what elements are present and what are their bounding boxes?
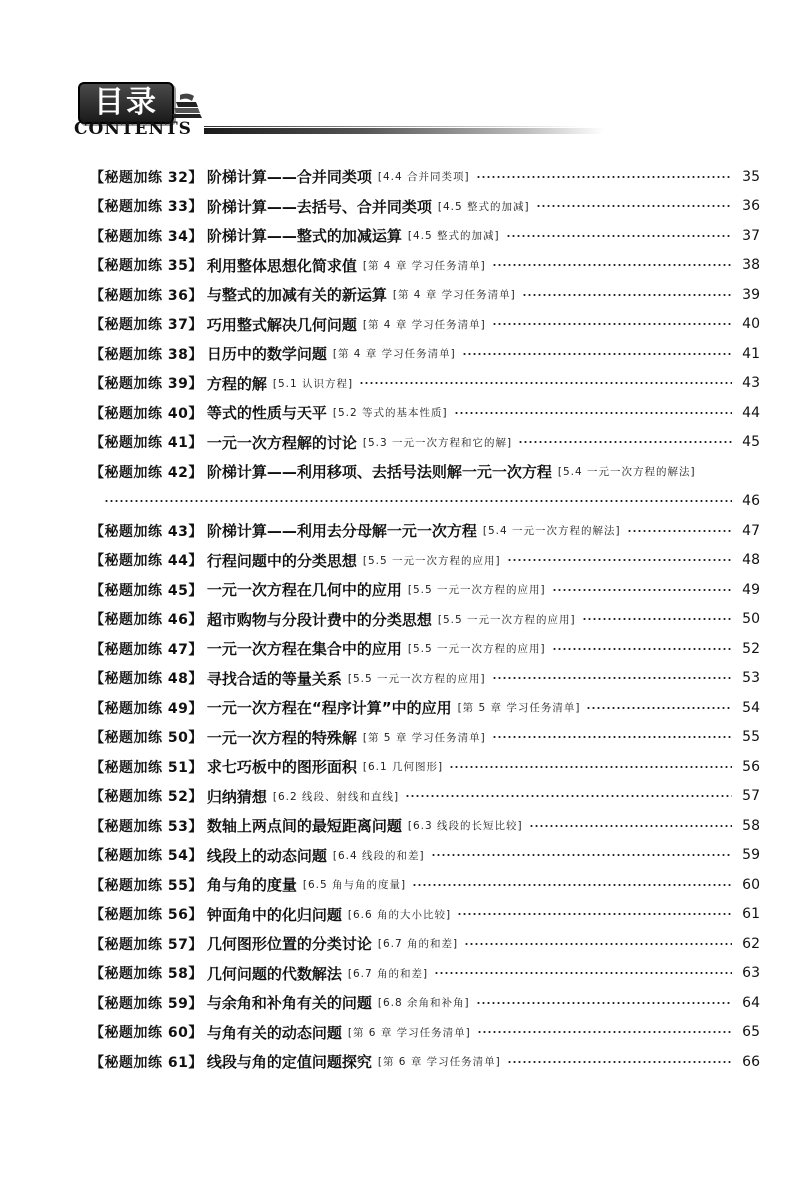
dot-leader — [506, 235, 732, 237]
dot-leader — [457, 913, 732, 915]
dot-leader — [454, 412, 732, 414]
entry-section: [第 4 章 学习任务清单] — [392, 289, 516, 302]
entry-topic: 一元一次方程在“程序计算”中的应用 — [206, 699, 452, 718]
dot-leader — [586, 707, 732, 709]
entry-topic: 一元一次方程在几何中的应用 — [206, 581, 402, 600]
entry-page-number: 44 — [742, 404, 760, 421]
entry-section: [第 4 章 学习任务清单] — [362, 259, 486, 272]
entry-topic: 数轴上两点间的最短距离问题 — [206, 817, 402, 836]
entry-section: [第 5 章 学习任务清单] — [457, 702, 581, 715]
toc-entry[interactable] — [90, 546, 760, 576]
contents-subtitle: CONTENTS — [74, 119, 192, 139]
entry-section: [6.7 角的和差] — [347, 967, 429, 980]
entry-page-number: 38 — [742, 257, 760, 274]
entry-section: [5.5 一元一次方程的应用] — [437, 613, 576, 626]
dot-leader — [552, 648, 732, 650]
entry-section: [6.6 角的大小比较] — [347, 908, 452, 921]
dot-leader — [431, 854, 732, 856]
entry-label: 【秘题加练 54】 — [90, 848, 203, 865]
entry-label: 【秘题加练 50】 — [90, 730, 203, 747]
entry-page-number: 56 — [742, 758, 760, 775]
entry-page-number: 62 — [742, 935, 760, 952]
entry-section: [6.1 几何图形] — [362, 761, 444, 774]
entry-page-number: 59 — [742, 847, 760, 864]
toc-list — [90, 162, 760, 1077]
entry-section: [5.4 一元一次方程的解法] — [482, 525, 621, 538]
books-icon — [170, 92, 204, 120]
entry-section: [5.5 一元一次方程的应用] — [407, 584, 546, 597]
entry-page-number: 53 — [742, 670, 760, 687]
toc-entry[interactable] — [90, 428, 760, 458]
entry-page-number: 49 — [742, 581, 760, 598]
entry-section: [6.2 线段、射线和直线] — [272, 790, 400, 803]
dot-leader — [104, 500, 732, 502]
entry-page-number: 46 — [742, 493, 760, 510]
header-rule-thin — [204, 126, 584, 127]
entry-topic: 行程问题中的分类思想 — [206, 551, 357, 570]
dot-leader — [507, 1061, 732, 1063]
entry-label: 【秘题加练 44】 — [90, 553, 203, 570]
dot-leader — [412, 884, 732, 886]
entry-topic: 巧用整式解决几何问题 — [206, 315, 357, 334]
entry-page-number: 64 — [742, 994, 760, 1011]
entry-section: [第 4 章 学习任务清单] — [362, 318, 486, 331]
dot-leader — [627, 530, 732, 532]
entry-topic: 与角有关的动态问题 — [206, 1023, 342, 1042]
entry-page-number: 60 — [742, 876, 760, 893]
dot-leader — [434, 972, 732, 974]
entry-page-number: 65 — [742, 1024, 760, 1041]
entry-topic: 几何图形位置的分类讨论 — [206, 935, 372, 954]
entry-section: [5.2 等式的基本性质] — [332, 407, 448, 420]
entry-label: 【秘题加练 51】 — [90, 759, 203, 776]
entry-page-number: 58 — [742, 817, 760, 834]
dot-leader — [492, 736, 732, 738]
dot-leader — [492, 677, 732, 679]
entry-section: [4.4 合并同类项] — [377, 171, 470, 184]
toc-entry[interactable] — [90, 310, 760, 340]
entry-section: [5.4 一元一次方程的解法] — [557, 466, 696, 479]
entry-label: 【秘题加练 38】 — [90, 346, 203, 363]
toc-entry[interactable] — [90, 723, 760, 753]
entry-page-number: 61 — [742, 906, 760, 923]
toc-entry[interactable] — [90, 870, 760, 900]
toc-entry[interactable] — [90, 929, 760, 959]
entry-page-number: 54 — [742, 699, 760, 716]
dot-leader — [529, 825, 732, 827]
entry-label: 【秘题加练 37】 — [90, 317, 203, 334]
entry-topic: 阶梯计算——利用移项、去括号法则解一元一次方程 — [206, 463, 552, 482]
entry-topic: 角与角的度量 — [206, 876, 297, 895]
entry-page-number: 39 — [742, 286, 760, 303]
toc-entry[interactable] — [90, 811, 760, 841]
entry-topic: 阶梯计算——合并同类项 — [206, 168, 372, 187]
entry-topic: 钟面角中的化归问题 — [206, 905, 342, 924]
toc-entry[interactable] — [90, 369, 760, 399]
entry-label: 【秘题加练 45】 — [90, 582, 203, 599]
dot-leader — [476, 176, 732, 178]
entry-topic: 利用整体思想化简求值 — [206, 256, 357, 275]
entry-section: [6.7 角的和差] — [377, 938, 459, 951]
entry-topic: 与整式的加减有关的新运算 — [206, 286, 387, 305]
toc-entry[interactable] — [90, 457, 760, 516]
entry-topic: 阶梯计算——利用去分母解一元一次方程 — [206, 522, 477, 541]
entry-section: [5.3 一元一次方程和它的解] — [362, 436, 513, 449]
toc-entry[interactable] — [90, 516, 760, 546]
entry-page-number: 36 — [742, 198, 760, 215]
dot-leader — [582, 618, 732, 620]
toc-header — [72, 74, 762, 139]
toc-entry[interactable] — [90, 900, 760, 930]
entry-page-number: 35 — [742, 168, 760, 185]
entry-section: [5.1 认识方程] — [272, 377, 354, 390]
entry-section: [第 6 章 学习任务清单] — [347, 1026, 471, 1039]
entry-label: 【秘题加练 58】 — [90, 966, 203, 983]
toc-entry[interactable] — [90, 988, 760, 1018]
entry-label: 【秘题加练 53】 — [90, 818, 203, 835]
toc-entry[interactable] — [90, 782, 760, 812]
dot-leader — [507, 559, 732, 561]
entry-label: 【秘题加练 47】 — [90, 641, 203, 658]
dot-leader — [518, 441, 732, 443]
entry-page-number: 55 — [742, 729, 760, 746]
entry-section: [6.5 角与角的度量] — [302, 879, 407, 892]
entry-topic: 一元一次方程解的讨论 — [206, 433, 357, 452]
entry-topic: 线段与角的定值问题探究 — [206, 1053, 372, 1072]
dot-leader — [536, 205, 732, 207]
entry-page-number: 66 — [742, 1053, 760, 1070]
toc-entry[interactable] — [90, 251, 760, 281]
entry-label: 【秘题加练 34】 — [90, 228, 203, 245]
entry-page-number: 50 — [742, 611, 760, 628]
dot-leader — [492, 323, 732, 325]
dot-leader — [449, 766, 732, 768]
entry-topic: 一元一次方程在集合中的应用 — [206, 640, 402, 659]
entry-topic: 与余角和补角有关的问题 — [206, 994, 372, 1013]
entry-section: [4.5 整式的加减] — [407, 230, 500, 243]
entry-label: 【秘题加练 40】 — [90, 405, 203, 422]
entry-topic: 阶梯计算——整式的加减运算 — [206, 227, 402, 246]
entry-page-number: 41 — [742, 345, 760, 362]
dot-leader — [492, 264, 732, 266]
entry-label: 【秘题加练 48】 — [90, 671, 203, 688]
entry-label: 【秘题加练 36】 — [90, 287, 203, 304]
entry-section: [6.3 线段的长短比较] — [407, 820, 523, 833]
entry-page-number: 48 — [742, 552, 760, 569]
entry-page-number: 47 — [742, 522, 760, 539]
entry-page-number: 40 — [742, 316, 760, 333]
toc-entry[interactable] — [90, 693, 760, 723]
toc-entry[interactable] — [90, 398, 760, 428]
entry-section: [4.5 整式的加减] — [437, 200, 530, 213]
toc-entry[interactable] — [90, 162, 760, 192]
dot-leader — [359, 382, 732, 384]
entry-topic: 阶梯计算——去括号、合并同类项 — [206, 197, 432, 216]
dot-leader — [405, 795, 732, 797]
toc-entry[interactable] — [90, 841, 760, 871]
entry-topic: 日历中的数学问题 — [206, 345, 327, 364]
entry-label: 【秘题加练 60】 — [90, 1025, 203, 1042]
entry-label: 【秘题加练 57】 — [90, 936, 203, 953]
entry-label: 【秘题加练 39】 — [90, 376, 203, 393]
dot-leader — [476, 1002, 732, 1004]
entry-label: 【秘题加练 46】 — [90, 612, 203, 629]
toc-entry[interactable] — [90, 221, 760, 251]
dot-leader — [477, 1031, 732, 1033]
header-rule — [204, 128, 604, 134]
entry-section: [6.4 线段的和差] — [332, 849, 425, 862]
dot-leader — [464, 943, 732, 945]
entry-label: 【秘题加练 56】 — [90, 907, 203, 924]
entry-page-number: 37 — [742, 227, 760, 244]
toc-entry[interactable] — [90, 280, 760, 310]
entry-label: 【秘题加练 52】 — [90, 789, 203, 806]
toc-entry[interactable] — [90, 192, 760, 222]
entry-page-number: 45 — [742, 434, 760, 451]
entry-label: 【秘题加练 35】 — [90, 258, 203, 275]
entry-page-number: 63 — [742, 965, 760, 982]
entry-label: 【秘题加练 41】 — [90, 435, 203, 452]
entry-section: [5.5 一元一次方程的应用] — [362, 554, 501, 567]
entry-section: [5.5 一元一次方程的应用] — [347, 672, 486, 685]
entry-topic: 寻找合适的等量关系 — [206, 669, 342, 688]
toc-entry[interactable] — [90, 634, 760, 664]
toc-entry[interactable] — [90, 1018, 760, 1048]
entry-label: 【秘题加练 55】 — [90, 877, 203, 894]
entry-topic: 等式的性质与天平 — [206, 404, 327, 423]
toc-entry[interactable] — [90, 752, 760, 782]
entry-section: [5.5 一元一次方程的应用] — [407, 643, 546, 656]
toc-entry[interactable] — [90, 575, 760, 605]
entry-label: 【秘题加练 33】 — [90, 199, 203, 216]
entry-section: [第 4 章 学习任务清单] — [332, 348, 456, 361]
toc-entry[interactable] — [90, 1047, 760, 1077]
entry-topic: 一元一次方程的特殊解 — [206, 728, 357, 747]
dot-leader — [552, 589, 732, 591]
toc-title: 目录 — [78, 82, 174, 124]
toc-entry[interactable] — [90, 339, 760, 369]
dot-leader — [462, 353, 732, 355]
entry-label: 【秘题加练 59】 — [90, 995, 203, 1012]
dot-leader — [522, 294, 732, 296]
entry-page-number: 43 — [742, 375, 760, 392]
entry-label: 【秘题加练 43】 — [90, 523, 203, 540]
toc-entry[interactable] — [90, 664, 760, 694]
entry-topic: 超市购物与分段计费中的分类思想 — [206, 610, 432, 629]
entry-label: 【秘题加练 32】 — [90, 169, 203, 186]
entry-section: [第 5 章 学习任务清单] — [362, 731, 486, 744]
entry-page-number: 57 — [742, 788, 760, 805]
entry-section: [6.8 余角和补角] — [377, 997, 470, 1010]
entry-topic: 线段上的动态问题 — [206, 846, 327, 865]
entry-topic: 方程的解 — [206, 374, 267, 393]
entry-label: 【秘题加练 49】 — [90, 700, 203, 717]
toc-entry[interactable] — [90, 959, 760, 989]
entry-topic: 归纳猜想 — [206, 787, 267, 806]
entry-page-number: 52 — [742, 640, 760, 657]
entry-topic: 几何问题的代数解法 — [206, 964, 342, 983]
entry-label: 【秘题加练 42】 — [90, 464, 203, 481]
entry-label: 【秘题加练 61】 — [90, 1054, 203, 1071]
entry-topic: 求七巧板中的图形面积 — [206, 758, 357, 777]
entry-section: [第 6 章 学习任务清单] — [377, 1056, 501, 1069]
toc-entry[interactable] — [90, 605, 760, 635]
